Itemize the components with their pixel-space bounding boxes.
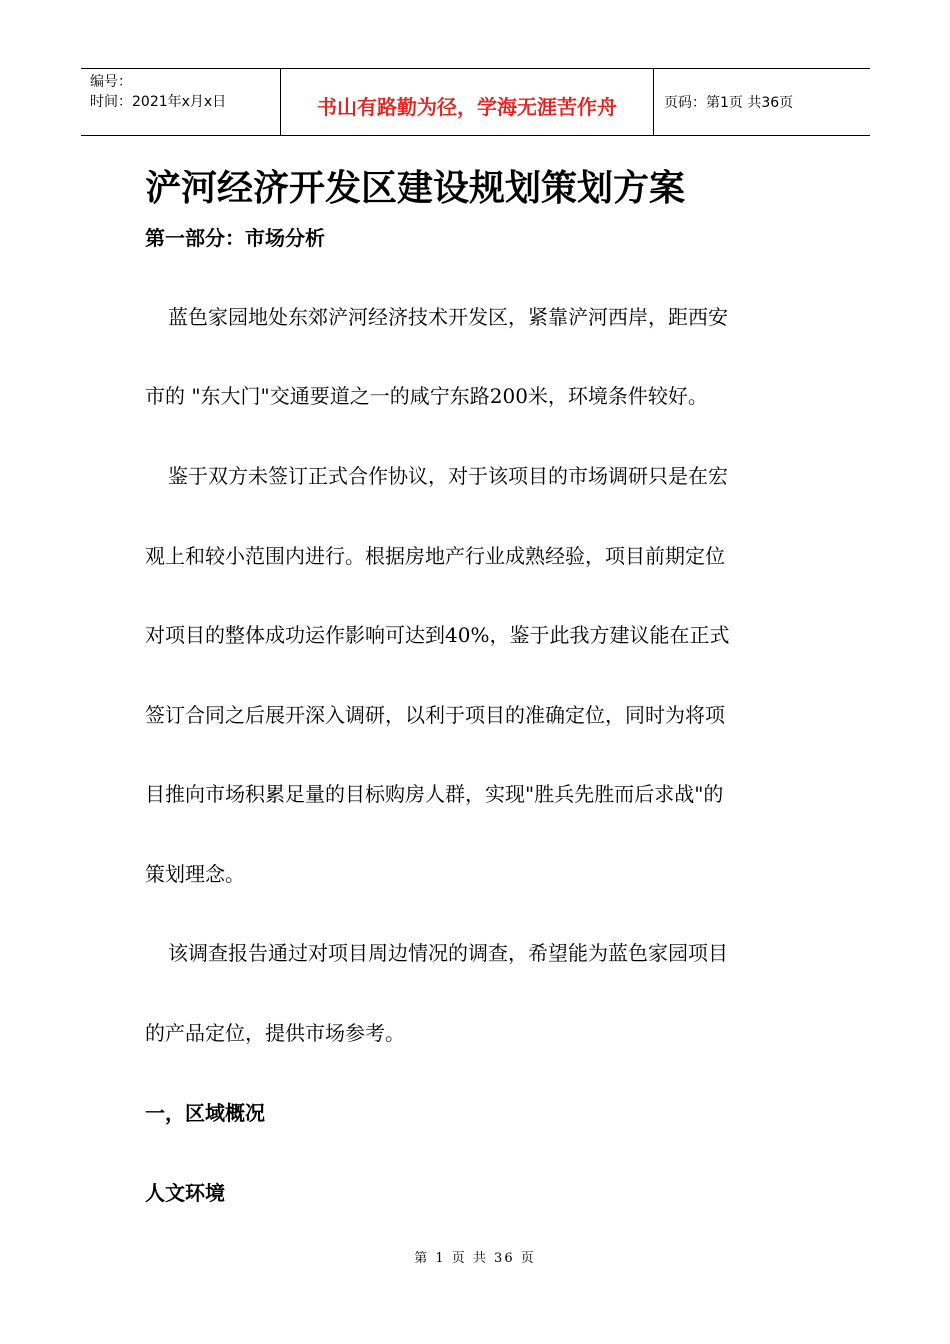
- header-page-cell: [654, 69, 870, 135]
- paragraph-line: 策划理念。: [145, 862, 245, 886]
- section-heading: 一，区域概况: [145, 1101, 265, 1125]
- document-number-label: 编号：: [90, 74, 132, 90]
- paragraph-line: 该调查报告通过对项目周边情况的调查，希望能为蓝色家园项目: [168, 941, 728, 965]
- subsection-heading: 人文环境: [145, 1181, 225, 1205]
- header-motto-cell: [281, 69, 654, 135]
- paragraph-line: 观上和较小范围内进行。根据房地产行业成熟经验，项目前期定位: [145, 544, 725, 568]
- page-header: [81, 68, 870, 136]
- header-page-info: 页码：第1页 共36页: [664, 95, 794, 111]
- header-meta-cell: [81, 69, 281, 135]
- part-heading: 第一部分：市场分析: [145, 226, 325, 250]
- paragraph-line: 蓝色家园地处东郊浐河经济技术开发区，紧靠浐河西岸，距西安: [168, 305, 728, 329]
- document-title: 浐河经济开发区建设规划策划方案: [145, 167, 686, 209]
- paragraph-line: 鉴于双方未签订正式合作协议，对于该项目的市场调研只是在宏: [168, 464, 728, 488]
- header-motto: 书山有路勤为径，学海无涯苦作舟: [317, 94, 617, 119]
- document-date-label: 时间：2021年x月x日: [90, 94, 227, 110]
- paragraph-line: 的产品定位，提供市场参考。: [145, 1021, 405, 1045]
- paragraph-line: 签订合同之后展开深入调研，以利于项目的准确定位，同时为将项: [145, 703, 725, 727]
- paragraph-line: 市的 "东大门"交通要道之一的咸宁东路200米，环境条件较好。: [145, 384, 708, 408]
- paragraph-line: 目推向市场积累足量的目标购房人群，实现"胜兵先胜而后求战"的: [145, 782, 724, 806]
- page-footer: 第 1 页 共 36 页: [414, 1251, 536, 1266]
- paragraph-line: 对项目的整体成功运作影响可达到40%，鉴于此我方建议能在正式: [145, 623, 730, 647]
